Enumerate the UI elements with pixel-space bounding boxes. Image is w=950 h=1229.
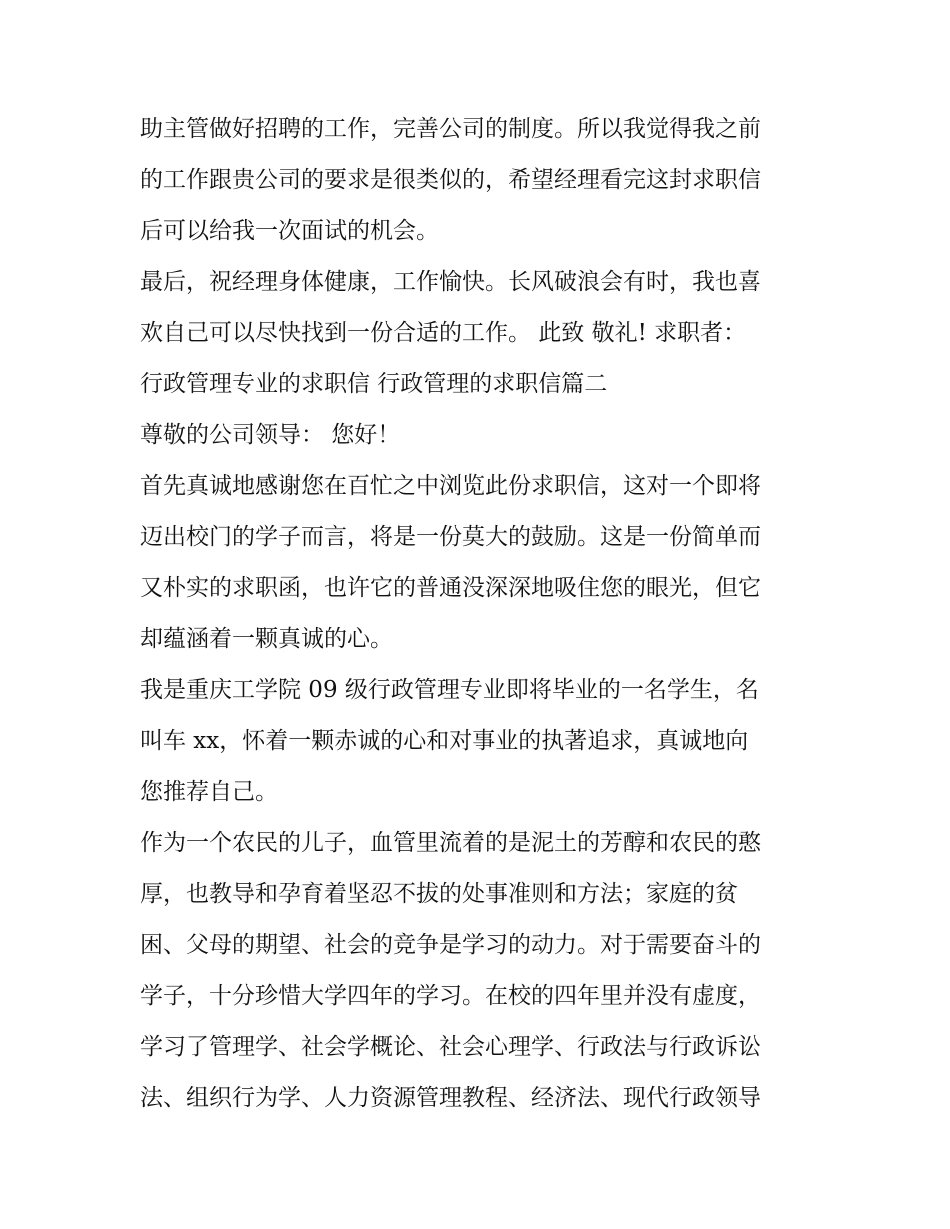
text-line: 首先真诚地感谢您在百忙之中浏览此份求职信，这对一个即将 [140, 473, 761, 499]
text-line: 学习了管理学、社会学概论、社会心理学、行政法与行政诉讼 [140, 1034, 761, 1060]
text-line: 又朴实的求职函，也许它的普通没深深地吸住您的眼光，但它 [140, 575, 761, 601]
text-line: 困、父母的期望、社会的竞争是学习的动力。对于需要奋斗的 [140, 932, 761, 958]
text-line: 法、组织行为学、人力资源管理教程、经济法、现代行政领导 [140, 1085, 761, 1111]
text-line: 却蕴涵着一颗真诚的心。 [140, 626, 393, 652]
text-line: 最后，祝经理身体健康，工作愉快。长风破浪会有时，我也喜 [140, 269, 761, 295]
text-line: 叫车 xx，怀着一颗赤诚的心和对事业的执著追求，真诚地向 [140, 728, 749, 754]
text-line: 助主管做好招聘的工作，完善公司的制度。所以我觉得我之前 [140, 116, 761, 142]
text-line: 的工作跟贵公司的要求是很类似的，希望经理看完这封求职信 [140, 167, 761, 193]
text-line: 作为一个农民的儿子，血管里流着的是泥土的芳醇和农民的憨 [140, 830, 761, 856]
text-line: 学子，十分珍惜大学四年的学习。在校的四年里并没有虚度， [140, 983, 761, 1009]
section-heading-line: 行政管理专业的求职信 行政管理的求职信篇二 [140, 371, 608, 397]
text-line: 您推荐自己。 [140, 779, 278, 805]
salutation-line: 尊敬的公司领导： 您好！ [140, 422, 401, 448]
text-line: 后可以给我一次面试的机会。 [140, 218, 439, 244]
text-line: 欢自己可以尽快找到一份合适的工作。 此致 敬礼! 求职者： [140, 320, 747, 346]
text-line: 迈出校门的学子而言，将是一份莫大的鼓励。这是一份简单而 [140, 524, 761, 550]
letter-body [140, 104, 830, 1124]
text-line: 厚，也教导和孕育着坚忍不拔的处事准则和方法；家庭的贫 [140, 881, 738, 907]
text-line: 我是重庆工学院 09 级行政管理专业即将毕业的一名学生，名 [140, 677, 759, 703]
